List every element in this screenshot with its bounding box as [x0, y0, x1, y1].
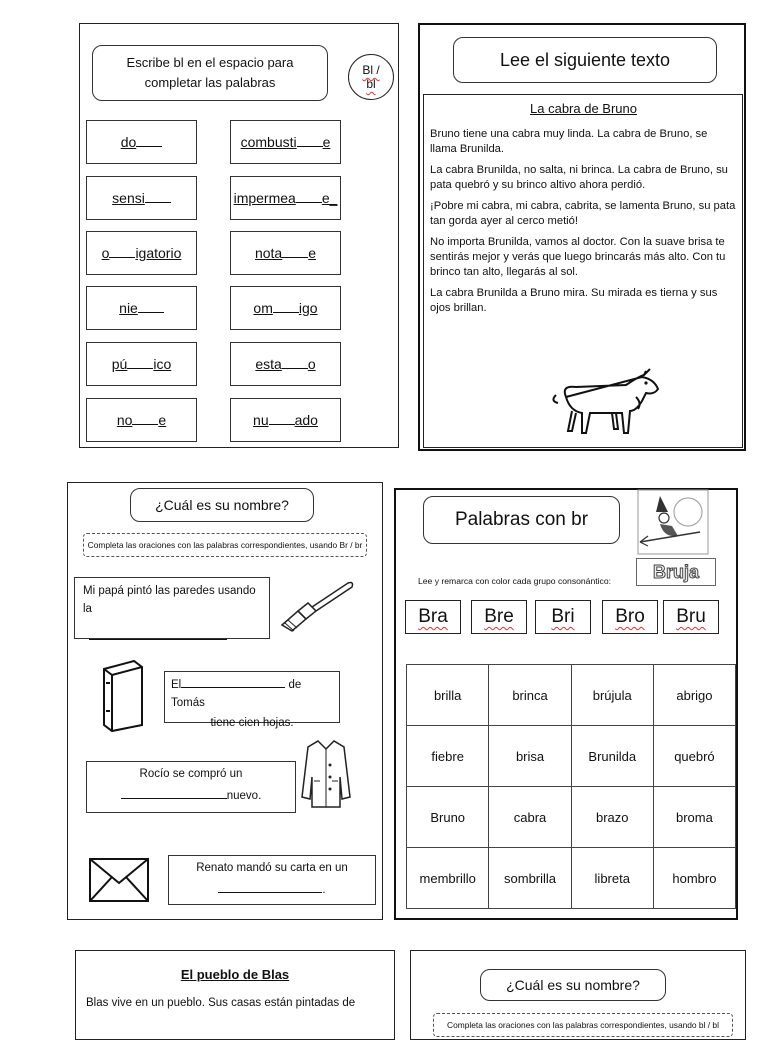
table-cell: broma — [653, 787, 735, 848]
bl-word-prefix: no — [116, 412, 133, 428]
syllable-box[interactable] — [405, 600, 461, 634]
table-row — [407, 848, 736, 909]
bl-word-box[interactable] — [230, 342, 341, 386]
table-cell: quebró — [653, 726, 735, 787]
bl-word-prefix: o — [101, 245, 110, 261]
bl-word-blank[interactable] — [145, 202, 171, 203]
bl-word-blank[interactable] — [297, 146, 323, 147]
reading-header-box — [453, 37, 717, 83]
story-paragraph: La cabra Brunilda, no salta, ni brinca. La cabra de Bruno, su pata quebró y su brinco altivo ahora perdió. — [430, 164, 728, 191]
bl-word-blank[interactable] — [127, 368, 153, 369]
bl-word-prefix: impermea — [233, 190, 296, 206]
reading-card — [418, 23, 746, 451]
bruja-label-box — [636, 558, 716, 586]
br-instruction: Lee y remarca con color cada grupo consonántico: — [418, 576, 611, 586]
bl-word-box[interactable] — [230, 176, 341, 220]
syllable-label: Bra — [418, 606, 448, 627]
bl-word-box[interactable] — [230, 231, 341, 275]
bl-badge — [348, 54, 394, 100]
table-cell: abrigo — [653, 665, 735, 726]
bl-word-box[interactable] — [86, 398, 197, 442]
syllable-label: Bre — [484, 606, 514, 627]
bl-word-box[interactable] — [86, 176, 197, 220]
bl-word-prefix: om — [253, 300, 273, 316]
syllable-label: Bri — [551, 606, 575, 627]
name-instruction-box — [83, 533, 367, 557]
bl-word-suffix: e — [158, 412, 167, 428]
bl-word-suffix: ado — [294, 412, 318, 428]
bl-word-blank[interactable] — [282, 257, 308, 258]
goat-illustration — [546, 367, 666, 445]
name-title-box — [130, 488, 314, 522]
table-cell: membrillo — [407, 848, 489, 909]
syllable-box[interactable] — [663, 600, 719, 634]
bl-word-prefix: nota — [254, 245, 283, 261]
name2-instruction: Completa las oraciones con las palabras correspondientes, usando bl / bl — [447, 1020, 719, 1030]
name2-instruction-box — [433, 1013, 733, 1037]
bl-word-prefix: nie — [119, 300, 138, 316]
sentence-4-blank[interactable] — [218, 892, 322, 893]
name-instruction: Completa las oraciones con las palabras correspondientes, usando Br / br — [87, 540, 363, 550]
book-icon — [96, 659, 148, 733]
br-title-box — [423, 496, 620, 544]
witch-icon — [638, 490, 708, 554]
sentence-coat — [86, 761, 296, 813]
envelope-icon — [88, 857, 150, 903]
bl-word-blank[interactable] — [109, 257, 135, 258]
br-words-card — [394, 488, 738, 920]
blas-title: El pueblo de Blas — [180, 967, 290, 982]
br-title: Palabras con br — [454, 509, 589, 530]
bl-word-prefix: do — [120, 134, 137, 150]
bl-word-box[interactable] — [86, 120, 197, 164]
bl-instruction-box — [92, 45, 328, 101]
reading-header: Lee el siguiente texto — [499, 49, 671, 70]
table-cell: brújula — [571, 665, 653, 726]
table-cell: brisa — [489, 726, 571, 787]
sentence-2-text-b: de Tomás — [171, 679, 302, 709]
bl-badge-bottom: bl — [366, 77, 376, 91]
name-title: ¿Cuál es su nombre? — [155, 497, 289, 513]
bruja-label: Bruja — [652, 561, 699, 582]
bl-word-blank[interactable] — [269, 424, 295, 425]
table-cell: brinca — [489, 665, 571, 726]
bl-word-blank[interactable] — [136, 146, 162, 147]
table-cell: sombrilla — [489, 848, 571, 909]
story-paragraph: Bruno tiene una cabra muy linda. La cabra de Bruno, se llama Brunilda. — [430, 128, 708, 155]
bl-word-suffix: igatorio — [135, 245, 182, 261]
sentence-1-text: Mi papá pintó las paredes usando la — [83, 585, 256, 615]
table-cell: Bruno — [407, 787, 489, 848]
syllable-label: Bru — [676, 606, 706, 627]
bl-word-box[interactable] — [230, 120, 341, 164]
bl-worksheet-card — [79, 23, 399, 448]
table-row — [407, 787, 736, 848]
table-cell: brilla — [407, 665, 489, 726]
table-cell: fiebre — [407, 726, 489, 787]
name2-title-box — [480, 969, 666, 1001]
bl-word-prefix: combusti — [240, 134, 297, 150]
syllable-box[interactable] — [535, 600, 591, 634]
bl-word-suffix: igo — [298, 300, 318, 316]
bl-instruction-text: Escribe bl en el espacio para completar las palabras — [126, 55, 294, 90]
syllable-box[interactable] — [602, 600, 658, 634]
bl-word-box[interactable] — [230, 286, 341, 330]
bl-word-blank[interactable] — [132, 424, 158, 425]
sentence-envelope — [168, 855, 376, 905]
sentence-2-text-a: El — [171, 679, 182, 691]
table-cell: libreta — [571, 848, 653, 909]
bl-word-prefix: sensi — [112, 190, 145, 206]
table-cell: cabra — [489, 787, 571, 848]
blas-card — [75, 950, 395, 1040]
sentence-2-text-c: tiene cien hojas. — [210, 717, 294, 729]
table-row — [407, 665, 736, 726]
story-title: La cabra de Bruno — [530, 101, 637, 116]
bl-word-prefix: pú — [111, 356, 128, 372]
bl-word-suffix: e — [308, 245, 317, 261]
sentence-3-text-b: nuevo. — [226, 790, 262, 802]
bl-word-box[interactable] — [230, 398, 341, 442]
sentence-2-blank[interactable] — [181, 687, 285, 688]
table-cell: hombro — [653, 848, 735, 909]
bl-word-box[interactable] — [86, 286, 197, 330]
table-row — [407, 726, 736, 787]
story-paragraph: ¡Pobre mi cabra, mi cabra, cabrita, se lamenta Bruno, su pata tan gorda ayer al cerco metió! — [430, 200, 736, 227]
table-cell: brazo — [571, 787, 653, 848]
blas-text: Blas vive en un pueblo. Sus casas están pintadas de — [86, 997, 356, 1009]
br-sentences-card — [67, 482, 383, 920]
sentence-3-blank[interactable] — [121, 798, 227, 799]
bl-word-prefix: esta — [255, 356, 282, 372]
bl-word-box[interactable] — [86, 342, 197, 386]
bl-word-blank[interactable] — [282, 368, 308, 369]
story-box — [423, 94, 743, 448]
coat-icon — [300, 737, 352, 811]
bl-word-blank[interactable] — [273, 312, 299, 313]
paintbrush-icon — [276, 575, 358, 633]
table-cell: Brunilda — [571, 726, 653, 787]
bl-word-suffix: o — [307, 356, 316, 372]
syllable-label: Bro — [615, 606, 645, 627]
sentence-3-text: Rocío se compró un — [139, 768, 243, 780]
sentence-1-blank[interactable] — [89, 639, 227, 640]
bl-word-suffix: ico — [153, 356, 172, 372]
story-paragraphs — [430, 127, 737, 316]
bl-word-box[interactable] — [86, 231, 197, 275]
bl-word-prefix: nu — [253, 412, 269, 428]
bl-word-suffix: e_ — [321, 190, 338, 206]
bl-sentences-card — [410, 950, 746, 1040]
story-paragraph: La cabra Brunilda a Bruno mira. Su mirada es tierna y sus ojos brillan. — [430, 287, 718, 314]
sentence-book — [164, 671, 340, 729]
bl-badge-top: Bl / — [362, 63, 380, 77]
syllable-box[interactable] — [471, 600, 527, 634]
sentence-4-text: Renato mandó su carta en un — [196, 862, 348, 874]
sentence-paintbrush — [74, 577, 270, 639]
name2-title: ¿Cuál es su nombre? — [506, 977, 640, 993]
br-word-table — [406, 664, 736, 909]
bl-word-blank[interactable] — [138, 312, 164, 313]
story-paragraph: No importa Brunilda, vamos al doctor. Con la suave brisa te sentirás mejor y verás que luego brincarás más alto. Con tu brinco tan alto, llegarás al sol. — [430, 236, 726, 278]
bl-word-blank[interactable] — [296, 202, 322, 203]
bl-word-suffix: e — [322, 134, 331, 150]
sentence-4-text-b: . — [322, 884, 326, 896]
